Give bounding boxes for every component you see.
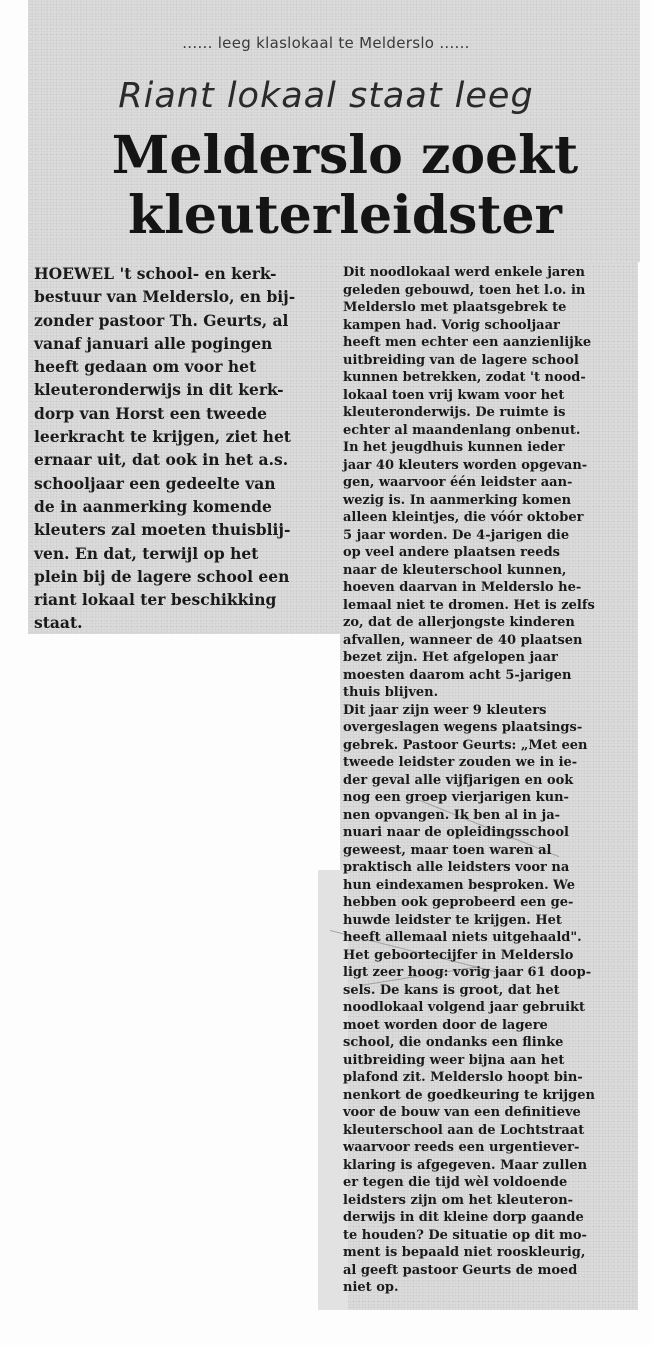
article-column-left: HOEWEL 't school- en kerk- bestuur van Melderslo, en bij- zonder pastoor Th. Geurts, al vanaf januari alle pogingen heeft gedaan om voor het kleuteronderwijs in dit kerk- dorp van Horst een tweede leerkracht te krijgen, ziet het ernaar uit, dat ook in het a.s. schooljaar een gedeelte van de in aanmerking komende kleuters zal moeten thuisblij- ven. En dat, terwijl op het plein bij de lagere school een riant lokaal ter beschikking staat.	[34, 264, 296, 633]
article-subheadline: Riant lokaal staat leeg	[118, 76, 534, 116]
article-headline: Melderslo zoekt kleuterleidster	[111, 125, 579, 246]
article-column-right: Dit noodlokaal werd enkele jaren geleden gebouwd, toen het l.o. in Melderslo met plaatsgebrek te kampen had. Vorig schooljaar heeft men echter een aanzienlijke uitbreiding van de lagere school kunnen betrekken, zodat 't nood- lokaal toen vrij kwam voor het kleuteronderwijs. De ruimte is echter al maandenlang onbenut. In het jeugdhuis kunnen ieder jaar 40 kleuters worden opgevan- gen, waarvoor één leidster aan- wezig is. In aanmerking komen alleen kleintjes, die vóór oktober 5 jaar worden. De 4-jarigen die op veel andere plaatsen reeds naar de kleuterschool kunnen, hoeven daarvan in Melderslo he- lemaal niet te dromen. Het is zelfs zo, dat de allerjongste kinderen afvallen, wanneer de 40 plaatsen bezet zijn. Het afgelopen jaar moesten daarom acht 5-jarigen thuis blijven. Dit jaar zijn weer 9 kleuters overgeslagen wegens plaatsings- gebrek. Pastoor Geurts: „Met een tweede leidster zouden we in ie- der geval alle vijfjarigen en ook nog een groep vierjarigen kun- nen opvangen. Ik ben al in ja- nuari naar de opleidingsschool geweest, maar toen waren al praktisch alle leidsters voor na hun eindexamen besproken. We hebben ook geprobeerd een ge- huwde leidster te krijgen. Het heeft allemaal niets uitgehaald". Het geboortecijfer in Melderslo ligt zeer hoog: vorig jaar 61 doop- sels. De kans is groot, dat het noodlokaal volgend jaar gebruikt moet worden door de lagere school, die ondanks een flinke uitbreiding weer bijna aan het plafond zit. Melderslo hoopt bin- nenkort de goedkeuring te krijgen voor de bouw van een definitieve kleuterschool aan de Lochtstraat waarvoor reeds een urgentiever- klaring is afgegeven. Maar zullen er tegen die tijd wèl voldoende leidsters zijn om het kleuteron- derwijs in dit kleine dorp gaande te houden? De situatie op dit mo- ment is bepaald niet rooskleurig, al geeft pastoor Geurts de moed niet op.	[343, 265, 595, 1295]
article-kicker: ...... leeg klaslokaal te Melderslo ......	[182, 34, 470, 52]
